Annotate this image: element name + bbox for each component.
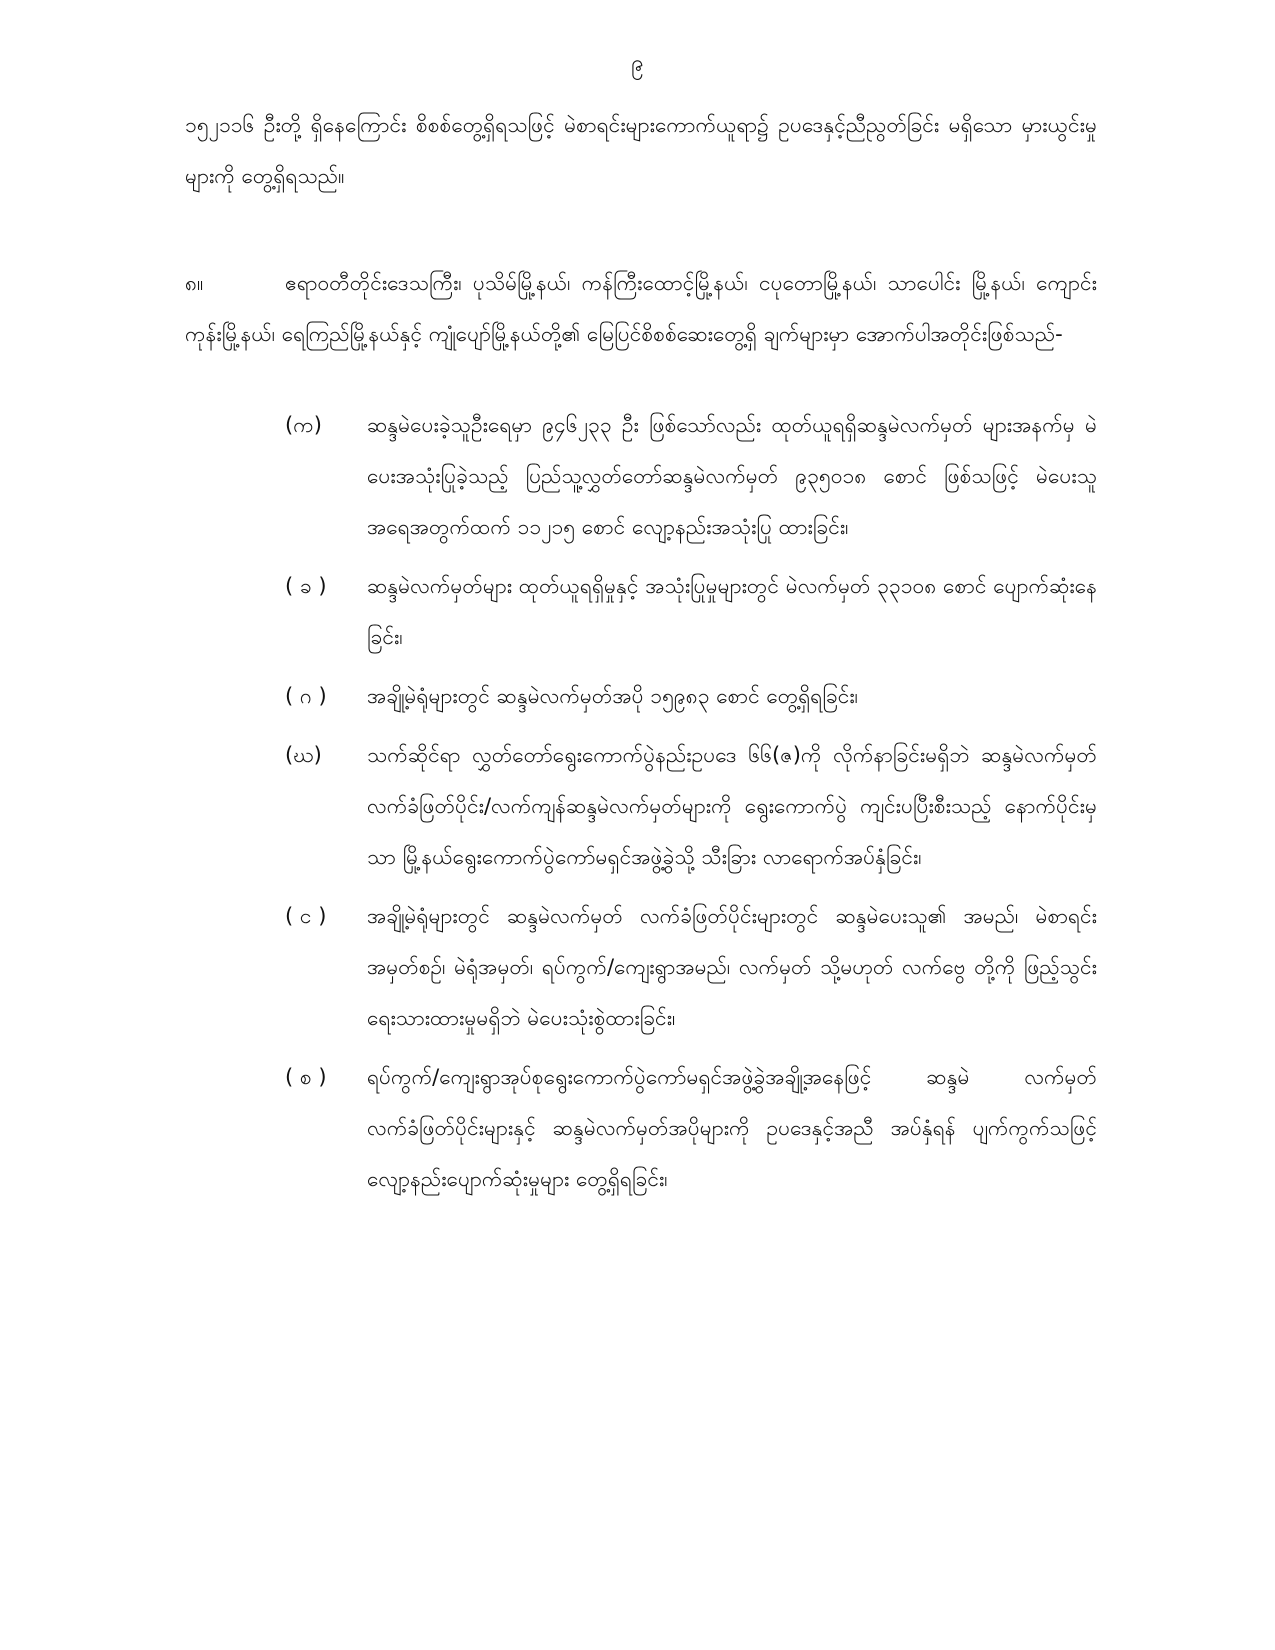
page-number: ၉: [631, 51, 644, 76]
item-text: အချို့မဲရုံများတွင် ဆန္ဒမဲလက်မှတ် လက်ခံဖြတ်ပိုင်းများတွင် ဆန္ဒမဲပေးသူ၏ အမည်၊ မဲစာရင်း အမှတ်စဉ်၊ မဲရုံအမှတ်၊ ရပ်ကွက်/ကျေးရွာအမည်၊ လက်မှတ် သို့မဟုတ် လက်ဗွေ တို့ကို ဖြည့်သွင်းရေးသားထားမှုမရှိဘဲ မဲပေးသုံးစွဲထားခြင်း၊: [367, 904, 1097, 1030]
section-text: ဧရာဝတီတိုင်းဒေသကြီး၊ ပုသိမ်မြို့နယ်၊ ကန်ကြီးထောင့်မြို့နယ်၊ ငပုတောမြို့နယ်၊ သာပေါင်း မြို့နယ်၊ ကျောင်းကုန်းမြို့နယ်၊ ရေကြည်မြို့နယ်နှင့် ကျုံပျော်မြို့နယ်တို့၏ မြေပြင်စိစစ်ဆေးတွေ့ရှိ ချက်များမှာ အောက်ပါအတိုင်းဖြစ်သည်-: [185, 271, 1097, 346]
list-item: [285, 561, 1097, 663]
item-text: ရပ်ကွက်/ကျေးရွာအုပ်စုရွေးကောက်ပွဲကော်မရှင်အဖွဲ့ခွဲအချို့အနေဖြင့် ဆန္ဒမဲ လက်မှတ်လက်ခံဖြတ်ပိုင်းများနှင့် ဆန္ဒမဲလက်မှတ်အပိုများကို ဥပဒေနှင့်အညီ အပ်နှံရန် ပျက်ကွက်သဖြင့် လျော့နည်းပျောက်ဆုံးမှုများ တွေ့ရှိရခြင်း၊: [367, 1065, 1097, 1191]
findings-list: [285, 400, 1097, 1213]
item-marker: (က): [285, 413, 322, 437]
list-item: [285, 671, 1097, 722]
item-marker: (ဃ): [285, 743, 322, 767]
continuation-paragraph: ၁၅၂၁၁၆ ဦးတို့ ရှိနေကြောင်း စိစစ်တွေ့ရှိရသဖြင့် မဲစာရင်းများကောက်ယူရာ၌ ဥပဒေနှင့်ညီညွတ်ခြင်း မရှိသော မှားယွင်းမှုများကို တွေ့ရှိရသည်။: [185, 113, 1097, 188]
item-text: ဆန္ဒမဲပေးခဲ့သူဦးရေမှာ ၉၄၆၂၃၃ ဦး ဖြစ်သော်လည်း ထုတ်ယူရရှိဆန္ဒမဲလက်မှတ် များအနက်မှ မဲပေးအသုံးပြုခဲ့သည့် ပြည်သူ့လွှတ်တော်ဆန္ဒမဲလက်မှတ် ၉၃၅၀၁၈ စောင် ဖြစ်သဖြင့် မဲပေးသူအရေအတွက်ထက် ၁၁၂၁၅ စောင် လျော့နည်းအသုံးပြု ထားခြင်း၊: [367, 413, 1097, 539]
item-text: သက်ဆိုင်ရာ လွှတ်တော်ရွေးကောက်ပွဲနည်းဥပဒေ ၆၆(ဇ)ကို လိုက်နာခြင်းမရှိဘဲ ဆန္ဒမဲလက်မှတ် လက်ခံဖြတ်ပိုင်း/လက်ကျန်ဆန္ဒမဲလက်မှတ်များကို ရွေးကောက်ပွဲ ကျင်းပပြီးစီးသည့် နောက်ပိုင်းမှသာ မြို့နယ်ရွေးကောက်ပွဲကော်မရှင်အဖွဲ့ခွဲသို့ သီးခြား လာရောက်အပ်နှံခြင်း၊: [367, 743, 1097, 869]
list-item: [285, 730, 1097, 883]
item-marker: ( ခ ): [285, 574, 327, 598]
item-marker: ( ဂ ): [285, 684, 327, 708]
item-marker: ( စ ): [285, 1065, 327, 1089]
section-paragraph: [185, 258, 1097, 360]
section-number: ၈။: [185, 271, 204, 295]
list-item: [285, 400, 1097, 553]
item-text: အချို့မဲရုံများတွင် ဆန္ဒမဲလက်မှတ်အပို ၁၅၉၈၃ စောင် တွေ့ရှိရခြင်း၊: [367, 684, 858, 708]
item-text: ဆန္ဒမဲလက်မှတ်များ ထုတ်ယူရရှိမှုနှင့် အသုံးပြုမှုများတွင် မဲလက်မှတ် ၃၃၁၀၈ စောင် ပျောက်ဆုံးနေခြင်း၊: [367, 574, 1097, 649]
list-item: [285, 1052, 1097, 1205]
list-item: [285, 891, 1097, 1044]
item-marker: ( င ): [285, 904, 327, 928]
